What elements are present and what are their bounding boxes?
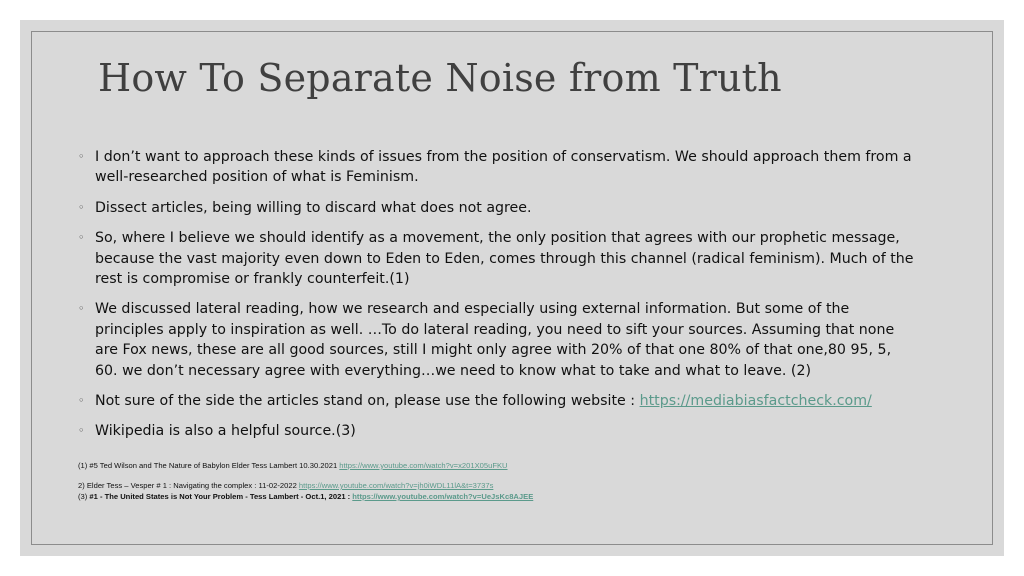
bullet-text: We discussed lateral reading, how we research and especially using external information. But some of the principles apply to inspiration as well. …To do lateral reading, you need to sift your sources. Assuming that none are Fox news, these are all good sources, still I might only agree with 20% of that one 80% of that one,80 95, 5, 60. we don’t necessary agree with everything…we need to know what to take and what to leave. (2) [95,301,895,379]
bullet-text: Dissect articles, being willing to discard what does not agree. [95,199,532,216]
reference-gap [78,471,878,480]
reference-link[interactable]: https://www.youtube.com/watch?v=jh0iWDL11lA&t=3737s [298,481,494,490]
reference-link[interactable]: https://www.youtube.com/watch?v=x201X05uFKU [339,461,508,470]
bullet-text: I don’t want to approach these kinds of issues from the position of conservatism. We should approach them from a well-researched position of what is Feminism. [95,149,912,186]
reference-1 [78,460,878,471]
reference-2 [78,480,878,491]
reference-3 [78,491,878,502]
bullet-item-2 [78,198,918,218]
bullet-item-1 [78,147,918,188]
bullet-marker: ◦ [78,231,85,245]
bullet-text: Wikipedia is also a helpful source.(3) [95,423,356,440]
reference-text: #1 - The United States is Not Your Problem - Tess Lambert - Oct.1, 2021 : [89,492,353,501]
bullet-marker: ◦ [78,150,85,163]
bullet-marker: ◦ [78,394,85,408]
bullet-text: Not sure of the side the articles stand on, please use the following website : [95,393,640,410]
slide [20,20,1004,556]
slide-title: How To Separate Noise from Truth [98,56,782,100]
bullet-text: So, where I believe we should identify as a movement, the only position that agrees with our prophetic message, because the vast majority even down to Eden to Eden, comes through this channel (radical feminism). Much of the rest is compromise or frankly counterfeit.(1) [95,230,914,288]
reference-prefix: (3) [78,492,90,501]
reference-text: (1) #5 Ted Wilson and The Nature of Babylon Elder Tess Lambert 10.30.2021 [78,461,340,470]
reference-link[interactable]: https://www.youtube.com/watch?v=UeJsKc8AJEE [352,492,534,501]
reference-text: 2) Elder Tess – Vesper # 1 : Navigating the complex : 11-02-2022 [78,481,299,490]
media-bias-link[interactable]: https://mediabiasfactcheck.com/ [639,393,872,410]
bullet-list [78,147,918,452]
bullet-item-4 [78,299,918,381]
bullet-marker: ◦ [78,200,85,214]
bullet-marker: ◦ [78,302,85,316]
bullet-marker: ◦ [78,424,85,438]
bullet-item-6 [78,421,918,441]
bullet-item-3 [78,228,918,289]
bullet-item-5 [78,391,918,411]
references [78,460,878,502]
